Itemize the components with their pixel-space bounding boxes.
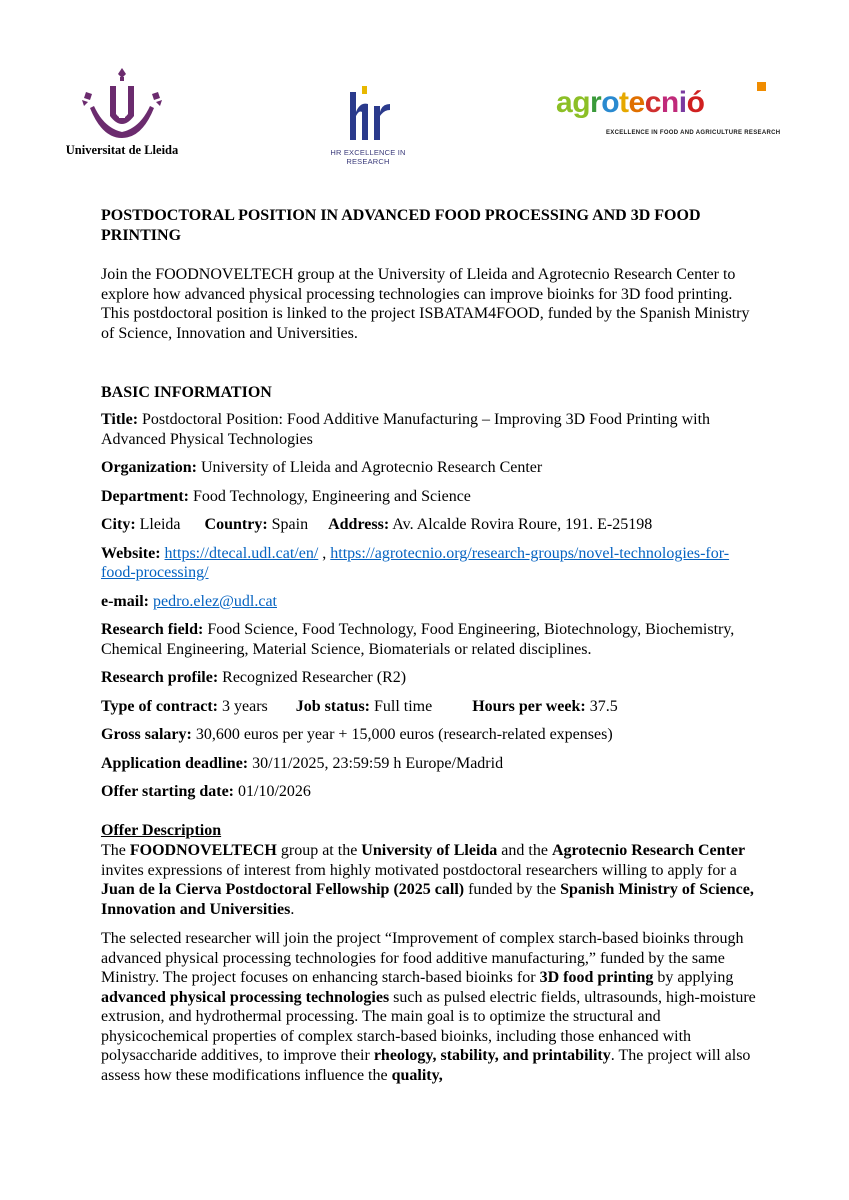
agrotecnio-letter: a (556, 86, 573, 119)
research-profile-label: Research profile: (101, 669, 219, 686)
job-status-label: Job status: (295, 697, 370, 715)
research-field-label: Research field: (101, 621, 204, 638)
department-value: Food Technology, Engineering and Science (192, 487, 471, 505)
offer-paragraph-1-run: Juan de la Cierva Postdoctoral Fellowship (2025 call) (101, 881, 465, 898)
basic-information-heading: BASIC INFORMATION (101, 384, 272, 401)
contract-row (101, 697, 761, 717)
address-label: Address: (328, 516, 390, 533)
offer-paragraph-2-run: 3D food printing (539, 969, 654, 986)
salary-value: 30,600 euros per year + 15,000 euros (research-related expenses) (195, 726, 613, 743)
email-label: e-mail: (101, 592, 149, 610)
job-status-value: Full time (374, 697, 433, 715)
offer-paragraph-1-run: group at the (276, 842, 362, 859)
deadline-field (101, 754, 761, 774)
document-body (101, 206, 761, 1085)
website-link-agrotecnio[interactable]: https://agrotecnio.org/research-groups/novel-technologies-for-food-processing/ (101, 544, 730, 581)
offer-paragraph-1-run: University of Lleida (361, 842, 498, 859)
offer-paragraph-2-run: rheology, stability, and printability (373, 1047, 611, 1064)
website-field (101, 544, 761, 583)
offer-paragraph-1-run: and the (497, 842, 552, 859)
hr-excellence-logo (312, 86, 424, 166)
title-value: Postdoctoral Position: Food Additive Manufacturing – Improving 3D Food Printing with Advanced Physical Technologies (101, 411, 711, 448)
email-field (101, 592, 761, 612)
city-value: Lleida (139, 516, 181, 533)
hours-value: 37.5 (589, 697, 618, 715)
email-link[interactable]: pedro.elez@udl.cat (152, 592, 277, 610)
agrotecnio-letter: o (601, 86, 620, 119)
website-label: Website: (101, 544, 161, 562)
hours-label: Hours per week: (472, 697, 586, 715)
udl-emblem-icon (80, 66, 164, 140)
research-profile-field (101, 668, 761, 688)
department-label: Department: (101, 487, 189, 505)
start-date-field (101, 782, 761, 802)
offer-paragraph-1-run: FOODNOVELTECH (129, 842, 277, 859)
start-date-value: 01/10/2026 (238, 783, 311, 800)
agrotecnio-letter: c (644, 86, 661, 119)
udl-logo (62, 66, 182, 162)
contract-type-label: Type of contract: (101, 697, 218, 715)
agrotecnio-letter: e (628, 86, 645, 119)
agrotecnio-logo (556, 82, 781, 144)
deadline-value: 30/11/2025, 23:59:59 h Europe/Madrid (252, 754, 504, 772)
research-field (101, 620, 761, 659)
agrotecnio-letter: i (678, 86, 687, 119)
country-value: Spain (271, 516, 309, 533)
title-label: Title: (101, 411, 139, 428)
website-separator: , (318, 544, 327, 562)
hr-logo-label: HR EXCELLENCE IN RESEARCH (330, 148, 406, 166)
udl-logo-label: Universitat de Lleida (65, 143, 179, 157)
title-field (101, 410, 761, 449)
city-label: City: (101, 516, 136, 533)
salary-label: Gross salary: (101, 726, 192, 743)
offer-paragraph-2-run: . The project will also assess how these modifications influence the (101, 1047, 751, 1084)
offer-paragraph-2-run: by applying (653, 969, 734, 986)
offer-paragraph-1-run: invites expressions of interest from highly motivated postdoctoral researchers willing to apply for a (101, 861, 737, 879)
hr-mark-icon (346, 86, 392, 142)
website-link-dtecal[interactable]: https://dtecal.udl.cat/en/ (164, 544, 319, 562)
offer-paragraph-1-run: Spanish Ministry of Science, Innovation and Universities (101, 881, 754, 918)
research-profile-value: Recognized Researcher (R2) (222, 669, 407, 686)
offer-description-heading: Offer Description (101, 821, 222, 839)
agrotecnio-letter: n (660, 86, 679, 119)
offer-paragraph-1 (101, 841, 761, 919)
offer-paragraph-2 (101, 929, 761, 1085)
offer-paragraph-2-run: quality, (391, 1066, 443, 1084)
research-field-value: Food Science, Food Technology, Food Engineering, Biotechnology, Biochemistry, Chemical Engineering, Material Science, Biomaterials or related disciplines. (101, 621, 735, 658)
start-date-label: Offer starting date: (101, 783, 234, 800)
organization-field (101, 458, 761, 478)
agrotecnio-letter: r (590, 86, 602, 119)
offer-paragraph-1-run: Agrotecnio Research Center (551, 842, 746, 859)
offer-paragraph-1-run: funded by the (464, 881, 561, 898)
offer-paragraph-1-run: . (290, 900, 295, 918)
offer-paragraph-1-run: The (101, 842, 130, 859)
agrotecnio-letter: t (619, 86, 629, 119)
offer-paragraph-2-run: The selected researcher will join the project “Improvement of complex starch-based bioinks through advanced physical processing technologies for food additive manufacturing,” funded by the same Ministry. The project focuses on enhancing starch-based bioinks for (101, 930, 744, 986)
agrotecnio-letter: g (572, 86, 591, 119)
department-field (101, 487, 761, 507)
agrotecnio-tagline: EXCELLENCE IN FOOD AND AGRICULTURE RESEARCH (606, 130, 781, 136)
country-label: Country: (204, 516, 268, 533)
page-title: POSTDOCTORAL POSITION IN ADVANCED FOOD PROCESSING AND 3D FOOD PRINTING (101, 207, 701, 244)
location-row (101, 515, 761, 535)
salary-field (101, 725, 761, 745)
offer-paragraph-2-run: such as pulsed electric fields, ultrasounds, high-moisture extrusion, and hydrothermal processing. The main goal is to optimize the structural and physicochemical properties of complex starch-based bioinks, including those enhanced with polysaccharide additives, to improve their (101, 988, 756, 1064)
deadline-label: Application deadline: (101, 754, 249, 772)
address-value: Av. Alcalde Rovira Roure, 191. E-25198 (392, 516, 653, 533)
agrotecnio-letter: ó (686, 86, 705, 119)
organization-label: Organization: (101, 459, 197, 476)
agrotecnio-wordmark (556, 86, 704, 120)
offer-paragraph-2-run: advanced physical processing technologies (101, 988, 390, 1006)
contract-type-value: 3 years (222, 697, 268, 715)
intro-paragraph: Join the FOODNOVELTECH group at the University of Lleida and Agrotecnio Research Center to explore how advanced physical processing technologies can improve bioinks for 3D food printing. This postdoctoral position is linked to the project ISBATAM4FOOD, funded by the Spanish Ministry of Science, Innovation and Universities. (101, 266, 750, 342)
organization-value: University of Lleida and Agrotecnio Research Center (201, 459, 543, 476)
agrotecnio-badge-icon (757, 82, 766, 91)
